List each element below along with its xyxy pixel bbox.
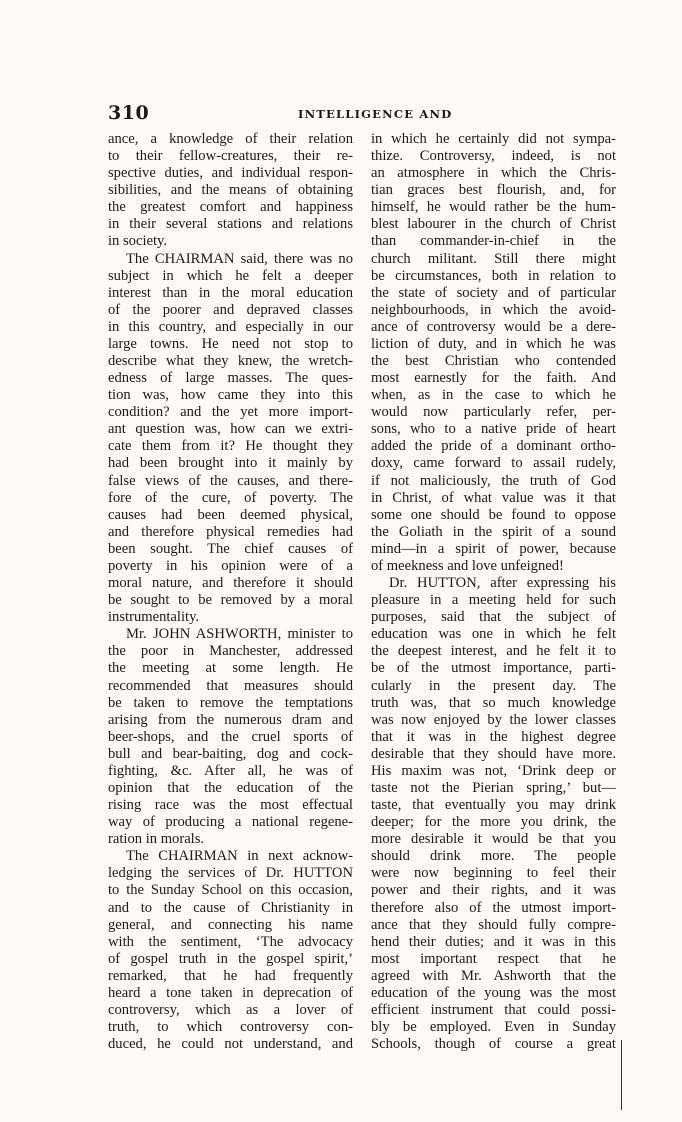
text-line: desirable that they should have more. [371, 745, 616, 762]
text-line: Schools, though of course a great [371, 1036, 616, 1053]
text-line: tian graces best flourish, and, for [371, 182, 616, 199]
right-text-column [371, 131, 616, 1053]
left-text-column [108, 131, 353, 1053]
text-line: the best Christian who contended [371, 353, 616, 370]
text-line: church militant. Still there might [371, 250, 616, 267]
text-line: bly be employed. Even in Sunday [371, 1019, 616, 1036]
text-line: liction of duty, and in which he was [371, 335, 616, 352]
text-line: condition? and the yet more import- [108, 404, 353, 421]
text-line: most important respect that he [371, 950, 616, 967]
text-line: education of the young was the most [371, 984, 616, 1001]
text-line: controversy, which as a lover of [108, 1001, 353, 1018]
text-line: of gospel truth in the gospel spirit,’ [108, 950, 353, 967]
text-line: interest than in the moral education [108, 284, 353, 301]
text-line: in society. [108, 233, 168, 250]
text-line: when, as in the case to which he [371, 387, 616, 404]
text-line: be of the utmost importance, parti- [371, 660, 616, 677]
text-line: deeper; for the more you drink, the [371, 814, 616, 831]
text-line: was now enjoyed by the lower classes [371, 711, 616, 728]
text-line: instrumentality. [108, 609, 200, 626]
text-line: fighting, &c. After all, he was of [108, 762, 353, 779]
text-line: sons, who to a native pride of heart [371, 421, 616, 438]
text-line: if not maliciously, the truth of God [371, 472, 616, 489]
text-line: with the sentiment, ‘The advocacy [108, 933, 353, 950]
text-line: been sought. The chief causes of [108, 540, 353, 557]
text-line: mind—in a spirit of power, because [371, 540, 616, 557]
text-line: causes had been deemed physical, [108, 506, 353, 523]
text-line: power and their rights, and it was [371, 882, 616, 899]
margin-rule [621, 1040, 622, 1110]
text-line: in Christ, of what value was it that [371, 489, 616, 506]
text-line: duced, he could not understand, and [108, 1036, 353, 1053]
text-line: doxy, came forward to assail rudely, [371, 455, 616, 472]
text-line: recommended that measures should [108, 677, 353, 694]
page-number: 310 [108, 102, 150, 124]
text-line: some one should be found to oppose [371, 506, 616, 523]
text-line: ance of controversy would be a dere- [371, 318, 616, 335]
text-line: poverty in his opinion were of a [108, 557, 353, 574]
running-head: INTELLIGENCE AND [298, 107, 453, 121]
text-line: general, and connecting his name [108, 916, 353, 933]
text-line: spective duties, and individual respon- [108, 165, 353, 182]
text-line: hend their duties; and it was in this [371, 933, 616, 950]
text-line: be sought to be removed by a moral [108, 592, 353, 609]
text-line: agreed with Mr. Ashworth that the [371, 967, 616, 984]
text-line: ance, a knowledge of their relation [108, 131, 353, 147]
text-line: in which he certainly did not sympa- [371, 131, 616, 147]
text-line: arising from the numerous dram and [108, 711, 353, 728]
text-line: His maxim was not, ‘Drink deep or [371, 762, 616, 779]
text-line: way of producing a national regene- [108, 814, 353, 831]
text-line: the state of society and of particular [371, 284, 616, 301]
text-line: ration in morals. [108, 831, 205, 848]
text-line: bull and bear-baiting, dog and cock- [108, 745, 353, 762]
text-line: heard a tone taken in deprecation of [108, 984, 353, 1001]
text-line: had been brought into it mainly by [108, 455, 353, 472]
text-line: most earnestly for the faith. And [371, 370, 616, 387]
text-line: and to the cause of Christianity in [108, 899, 353, 916]
text-line: truth, to which controversy con- [108, 1019, 353, 1036]
text-line: rising race was the most effectual [108, 797, 353, 814]
text-line: to the Sunday School on this occasion, [108, 882, 353, 899]
text-line: thize. Controversy, indeed, is not [371, 148, 616, 165]
text-line: taste not the Pierian spring,’ but— [371, 779, 616, 796]
text-line: be circumstances, both in relation to [371, 267, 616, 284]
text-line: Mr. JOHN ASHWORTH, minister to [126, 626, 353, 643]
text-line: the Goliath in the spirit of a sound [371, 523, 616, 540]
text-line: therefore also of the utmost import- [371, 899, 616, 916]
page-header [108, 102, 616, 124]
text-line: were now beginning to feel their [371, 865, 616, 882]
text-line: large towns. He need not stop to [108, 335, 353, 352]
text-line: would now particularly refer, per- [371, 404, 616, 421]
text-line: the deepest interest, and he felt it to [371, 643, 616, 660]
text-line: that it was in the highest degree [371, 728, 616, 745]
text-line: of meekness and love unfeigned! [371, 557, 564, 574]
text-line: remarked, that he had frequently [108, 967, 353, 984]
text-line: truth was, that so much knowledge [371, 694, 616, 711]
text-line: the poor in Manchester, addressed [108, 643, 353, 660]
text-line: opinion that the education of the [108, 779, 353, 796]
text-line: describe what they knew, the wretch- [108, 353, 353, 370]
text-line: ledging the services of Dr. HUTTON [108, 865, 353, 882]
text-line: an atmosphere in which the Chris- [371, 165, 616, 182]
text-line: himself, he would rather be the hum- [371, 199, 616, 216]
text-line: edness of large masses. The ques- [108, 370, 353, 387]
text-line: fore of the cure, of poverty. The [108, 489, 353, 506]
text-line: cate them from it? He thought they [108, 438, 353, 455]
text-line: The CHAIRMAN said, there was no [126, 250, 353, 267]
text-line: ant question was, how can we extri- [108, 421, 353, 438]
text-line: moral nature, and therefore it should [108, 575, 353, 592]
text-line: blest labourer in the church of Christ [371, 216, 616, 233]
text-line: sibilities, and the means of obtaining [108, 182, 353, 199]
text-line: neighbourhoods, in which the avoid- [371, 301, 616, 318]
text-line: should drink more. The people [371, 848, 616, 865]
text-line: added the pride of a dominant ortho- [371, 438, 616, 455]
text-line: tion was, how came they into this [108, 387, 353, 404]
text-line: ance that they should fully compre- [371, 916, 616, 933]
text-line: pleasure in a meeting held for such [371, 592, 616, 609]
text-line: taste, that eventually you may drink [371, 797, 616, 814]
text-line: be taken to remove the temptations [108, 694, 353, 711]
text-line: education was one in which he felt [371, 626, 616, 643]
text-line: more desirable it would be that you [371, 831, 616, 848]
text-line: the greatest comfort and happiness [108, 199, 353, 216]
text-line: to their fellow-creatures, their re- [108, 148, 353, 165]
text-line: The CHAIRMAN in next acknow- [126, 848, 353, 865]
text-line: subject in which he felt a deeper [108, 267, 353, 284]
text-line: Dr. HUTTON, after expressing his [389, 575, 616, 592]
text-line: in their several stations and relations [108, 216, 353, 233]
text-line: the meeting at some length. He [108, 660, 353, 677]
text-line: purposes, said that the subject of [371, 609, 616, 626]
text-line: beer-shops, and the cruel sports of [108, 728, 353, 745]
text-line: and therefore physical remedies had [108, 523, 353, 540]
text-line: cularly in the present day. The [371, 677, 616, 694]
text-line: false views of the causes, and there- [108, 472, 353, 489]
text-line: in this country, and especially in our [108, 318, 353, 335]
text-line: of the poorer and depraved classes [108, 301, 353, 318]
text-line: than commander-in-chief in the [371, 233, 616, 250]
text-line: efficient instrument that could possi- [371, 1001, 616, 1018]
